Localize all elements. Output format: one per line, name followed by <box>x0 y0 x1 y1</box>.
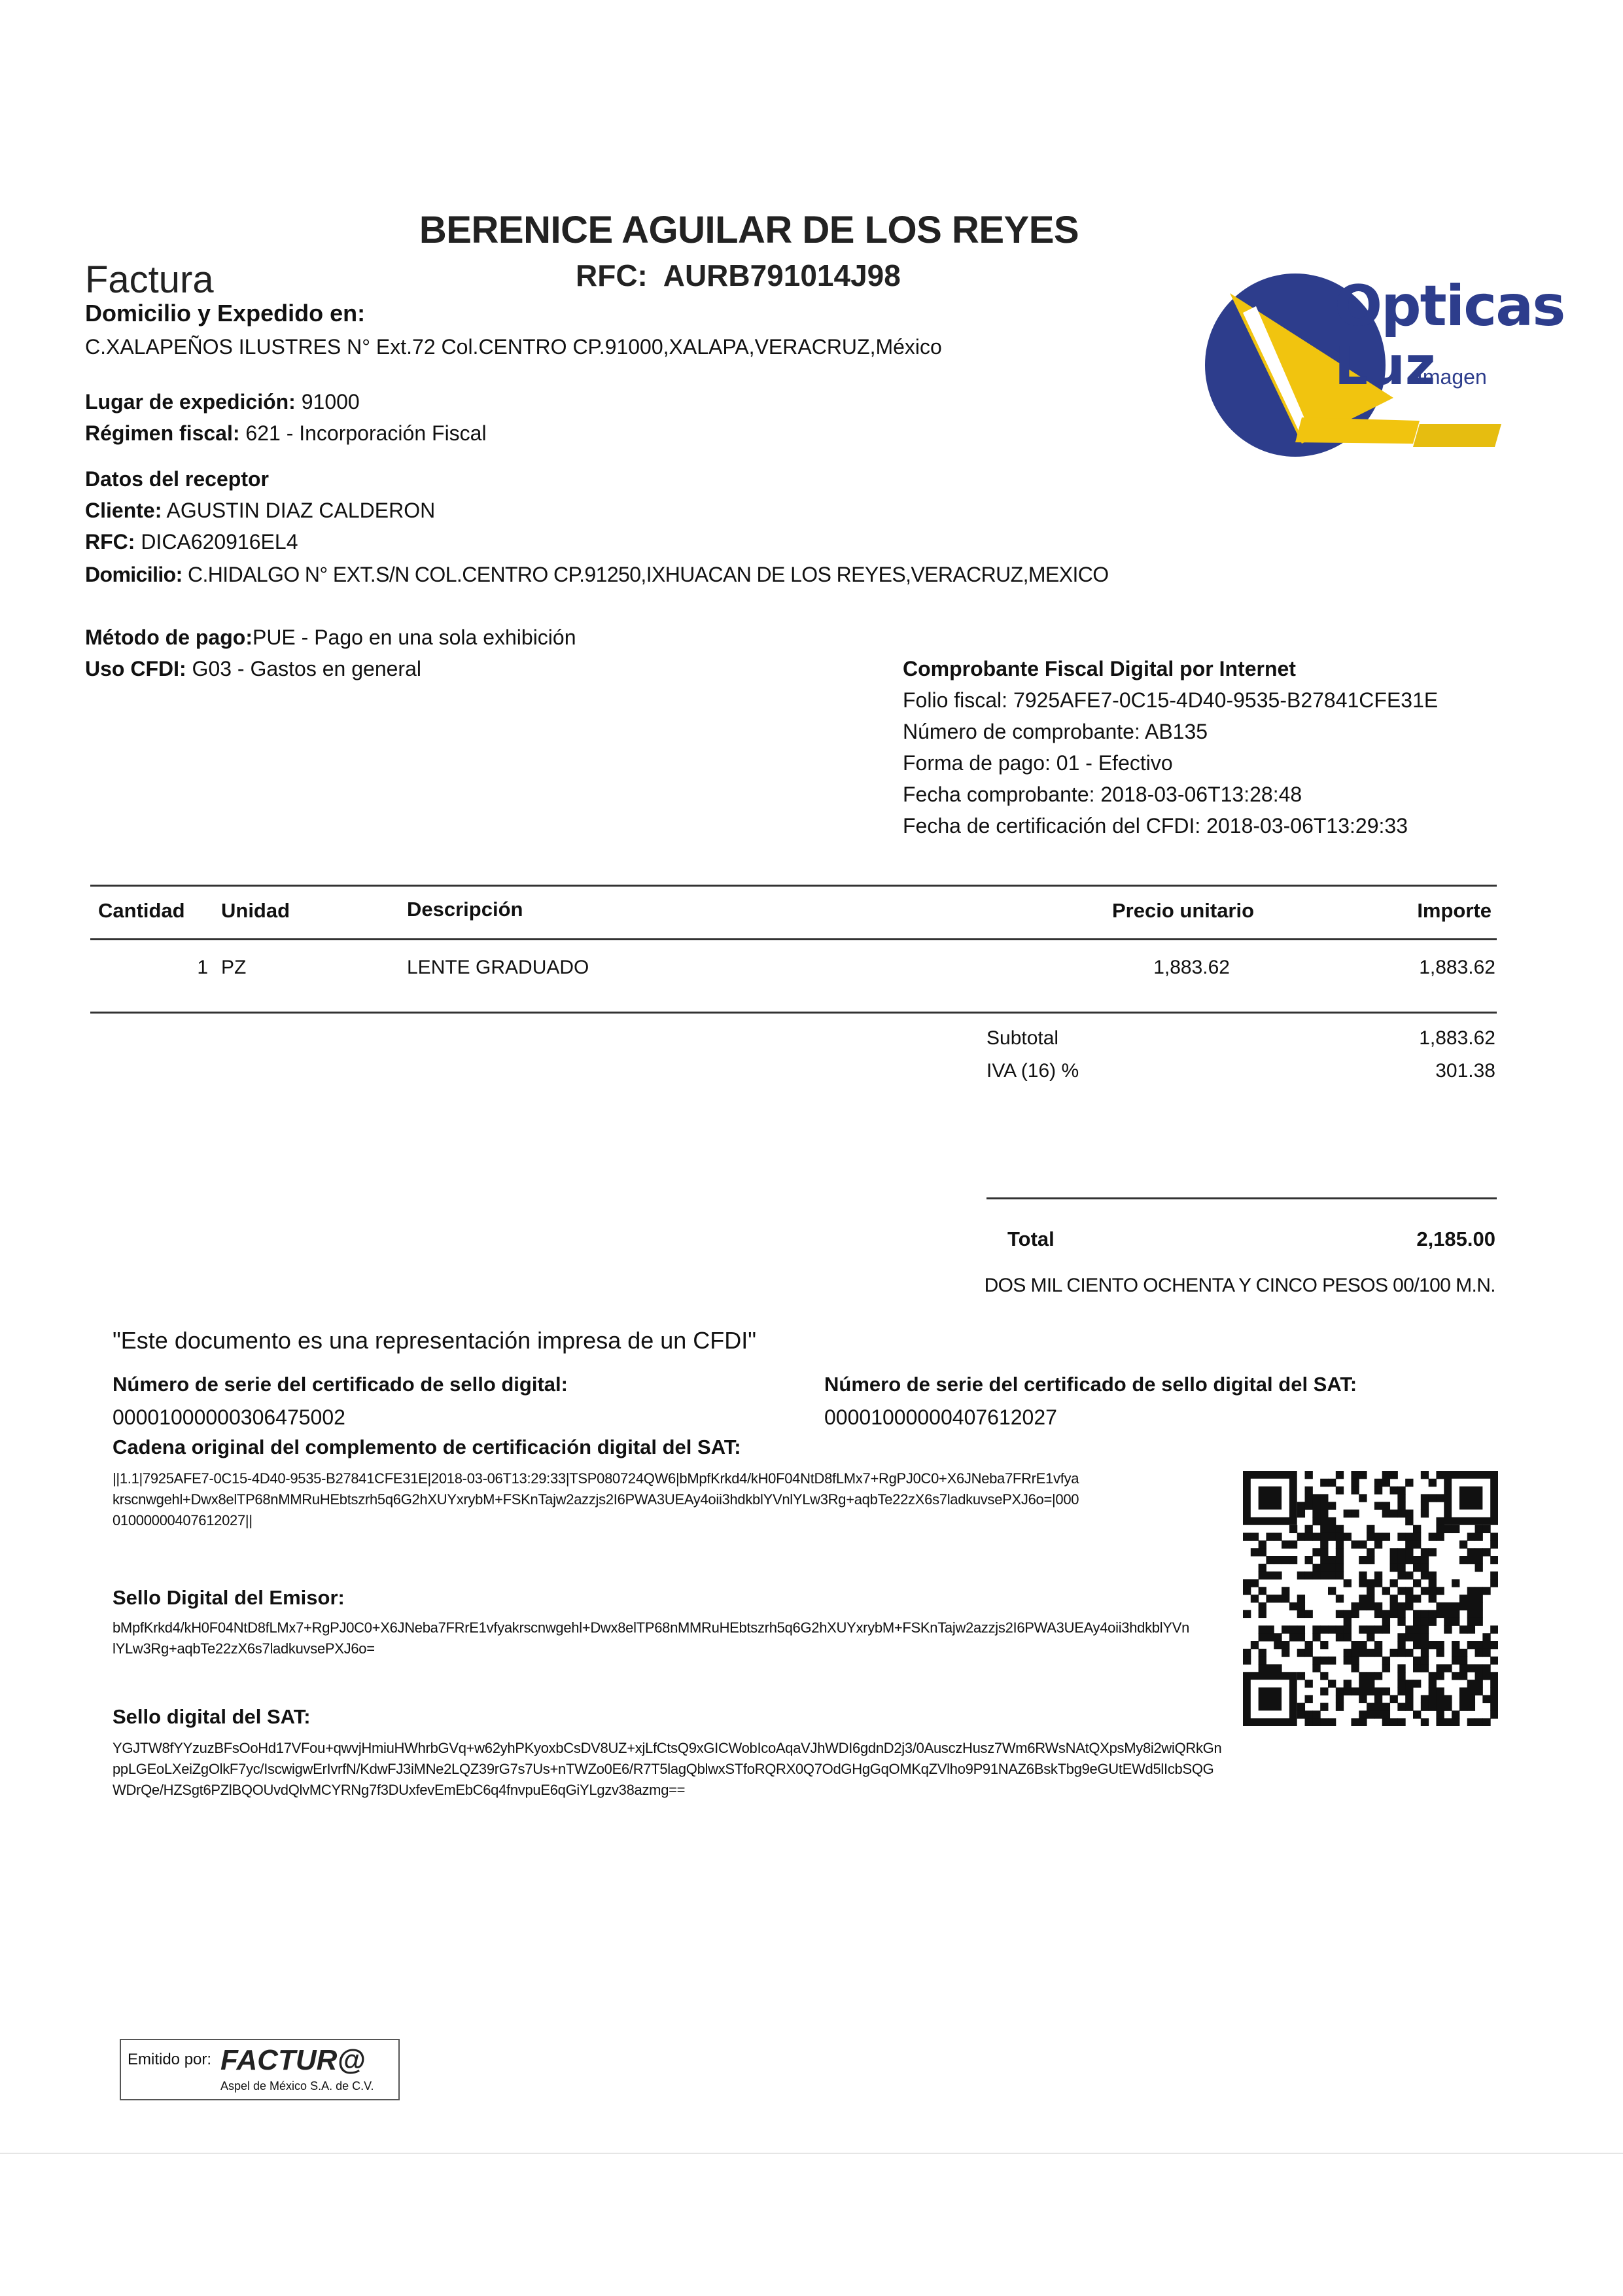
emitido-por-label: Emitido por: <box>128 2051 212 2068</box>
regimen-value: 621 - Incorporación Fiscal <box>245 421 487 445</box>
metodo-pago-value: PUE - Pago en una sola exhibición <box>252 626 576 649</box>
subtotal-value: 1,883.62 <box>1419 1027 1495 1049</box>
metodo-pago-label: Método de pago: <box>85 626 253 649</box>
row-unidad: PZ <box>221 957 247 978</box>
receptor-domicilio-value: C.HIDALGO N° EXT.S/N COL.CENTRO CP.91250,IXHUACAN DE LOS REYES,VERACRUZ,MEXICO <box>187 563 1109 586</box>
logo-line2: Luz <box>1335 336 1436 397</box>
emitido-por-box <box>120 2039 400 2100</box>
representacion-note: "Este documento es una representación impresa de un CFDI" <box>113 1327 757 1354</box>
row-cantidad: 1 <box>197 957 208 978</box>
logo-line3: Imagen <box>1417 365 1487 389</box>
receptor-rfc-label: RFC: <box>85 530 135 554</box>
uso-cfdi-label: Uso CFDI: <box>85 657 186 680</box>
table-header-rule <box>90 938 1497 940</box>
receptor-domicilio-label: Domicilio: <box>85 563 183 586</box>
folio-fiscal: Folio fiscal: 7925AFE7-0C15-4D40-9535-B27841CFE31E <box>903 688 1439 712</box>
cliente-value: AGUSTIN DIAZ CALDERON <box>166 499 436 522</box>
uso-cfdi-value: G03 - Gastos en general <box>192 657 421 680</box>
qr-code-graphic <box>1243 1471 1498 1726</box>
row-precio: 1,883.62 <box>1153 957 1230 978</box>
iva-label: IVA (16) % <box>986 1060 1079 1082</box>
receptor-title: Datos del receptor <box>85 467 269 491</box>
qr-code <box>1243 1471 1498 1726</box>
sello-emisor-value: bMpfKrkd4/kH0F04NtD8fLMx7+RgPJ0C0+X6JNeba7FRrE1vfyakrscnwgehl+Dwx8elTP68nMMRuHEbtszrh5q6G2hXUYxrybM+FSKnTajw2azzjs2I6PWA3UEAy4oii3hdkblYVnlYLw3Rg+aqbTe22zX6s7ladkuvsePXJ6o= <box>113 1619 1190 1657</box>
receptor-rfc-value: DICA620916EL4 <box>141 530 298 554</box>
cert-sat-label: Número de serie del certificado de sello digital del SAT: <box>824 1373 1357 1396</box>
row-descripcion: LENTE GRADUADO <box>407 957 589 978</box>
forma-pago: Forma de pago: 01 - Efectivo <box>903 751 1173 775</box>
table-top-rule <box>90 885 1497 887</box>
subtotal-label: Subtotal <box>986 1027 1059 1049</box>
facture-sub: Aspel de México S.A. de C.V. <box>220 2079 374 2093</box>
domicilio-value: C.XALAPEÑOS ILUSTRES N° Ext.72 Col.CENTRO CP.91000,XALAPA,VERACRUZ,México <box>85 335 942 359</box>
cliente-label: Cliente: <box>85 499 162 522</box>
fecha-certificacion: Fecha de certificación del CFDI: 2018-03-06T13:29:33 <box>903 814 1408 838</box>
sello-sat-label: Sello digital del SAT: <box>113 1705 311 1728</box>
sello-sat-value: YGJTW8fYYzuzBFsOoHd17VFou+qwvjHmiuHWhrbGVq+w62yhPKyoxbCsDV8UZ+xjLfCtsQ9xGICWobIcoAqaVJhWDI6gdnD2j3/0AusczHusz7Wm6RWsNAtQXpsMy8i2wiQRkGnppLGEoLXeiZgOlkF7yc/IscwigwErIvrfN/KdwFJ3iMNe2LQZ39rG7s7Us+nTWZo0E6/R7T5lagQblwxSTfoRQRX0Q7OdGHgGqOMKqZVlho9P91NAZ6BskTbg9eGUtEWd5lIcbSQGWDrQe/HZSgt6PZlBQOUvdQlvMCYRNg7f3DUxfevEmEbC6q4fnvpuE6qGiYLgzv38azmg== <box>113 1740 1222 1798</box>
comprobante-title: Comprobante Fiscal Digital por Internet <box>903 657 1296 680</box>
th-unidad: Unidad <box>221 899 290 922</box>
regimen-fiscal <box>85 421 487 446</box>
table-bottom-rule <box>90 1012 1497 1014</box>
issuer-rfc <box>576 258 901 293</box>
cert-emisor-value: 00001000000306475002 <box>113 1405 345 1429</box>
issuer-rfc-label: RFC: <box>576 258 648 292</box>
cert-emisor-label: Número de serie del certificado de sello digital: <box>113 1373 568 1396</box>
sello-emisor-label: Sello Digital del Emisor: <box>113 1586 345 1609</box>
iva-value: 301.38 <box>1435 1060 1495 1082</box>
uso-cfdi <box>85 657 421 681</box>
opticas-luz-logo <box>1204 267 1565 463</box>
numero-comprobante: Número de comprobante: AB135 <box>903 720 1208 743</box>
domicilio-label: Domicilio y Expedido en: <box>85 300 366 327</box>
th-precio: Precio unitario <box>1112 899 1255 922</box>
row-importe: 1,883.62 <box>1419 957 1495 978</box>
th-importe: Importe <box>1417 899 1492 922</box>
th-cantidad: Cantidad <box>98 899 185 922</box>
th-descripcion: Descripción <box>407 898 523 921</box>
lugar-expedicion <box>85 390 360 414</box>
fecha-comprobante: Fecha comprobante: 2018-03-06T13:28:48 <box>903 783 1302 806</box>
issuer-name: BERENICE AGUILAR DE LOS REYES <box>419 209 1079 251</box>
lugar-value: 91000 <box>301 390 360 414</box>
total-en-letra: DOS MIL CIENTO OCHENTA Y CINCO PESOS 00/100 M.N. <box>984 1275 1495 1296</box>
receptor-domicilio <box>85 563 1109 587</box>
facture-brand: FACTUR@ <box>220 2044 366 2076</box>
logo-line1: Opticas <box>1335 274 1565 339</box>
receptor-rfc <box>85 530 298 554</box>
receptor-cliente <box>85 499 435 523</box>
issuer-rfc-value: AURB791014J98 <box>663 258 901 292</box>
regimen-label: Régimen fiscal: <box>85 421 240 445</box>
lugar-label: Lugar de expedición: <box>85 390 296 414</box>
total-value: 2,185.00 <box>1416 1227 1495 1250</box>
cadena-label: Cadena original del complemento de certificación digital del SAT: <box>113 1436 741 1458</box>
cadena-value: ||1.1|7925AFE7-0C15-4D40-9535-B27841CFE31E|2018-03-06T13:29:33|TSP080724QW6|bMpfKrkd4/kH0F04NtD8fLMx7+RgPJ0C0+X6JNeba7FRrE1vfyakrscnwgehl+Dwx8elTP68nMMRuHEbtszrh5q6G2hXUYxrybM+FSKnTajw2azzjs2I6PWA3UEAy4oii3hdkblYVnlYLw3Rg+aqbTe22zX6s7ladkuvsePXJ6o=|00001000000407612027|| <box>113 1470 1079 1528</box>
scan-edge <box>0 2153 1623 2154</box>
cert-sat-value: 00001000000407612027 <box>824 1405 1057 1429</box>
document-type: Factura <box>85 258 214 301</box>
total-label: Total <box>1007 1227 1055 1250</box>
totals-rule <box>986 1197 1497 1199</box>
metodo-pago <box>85 626 576 650</box>
